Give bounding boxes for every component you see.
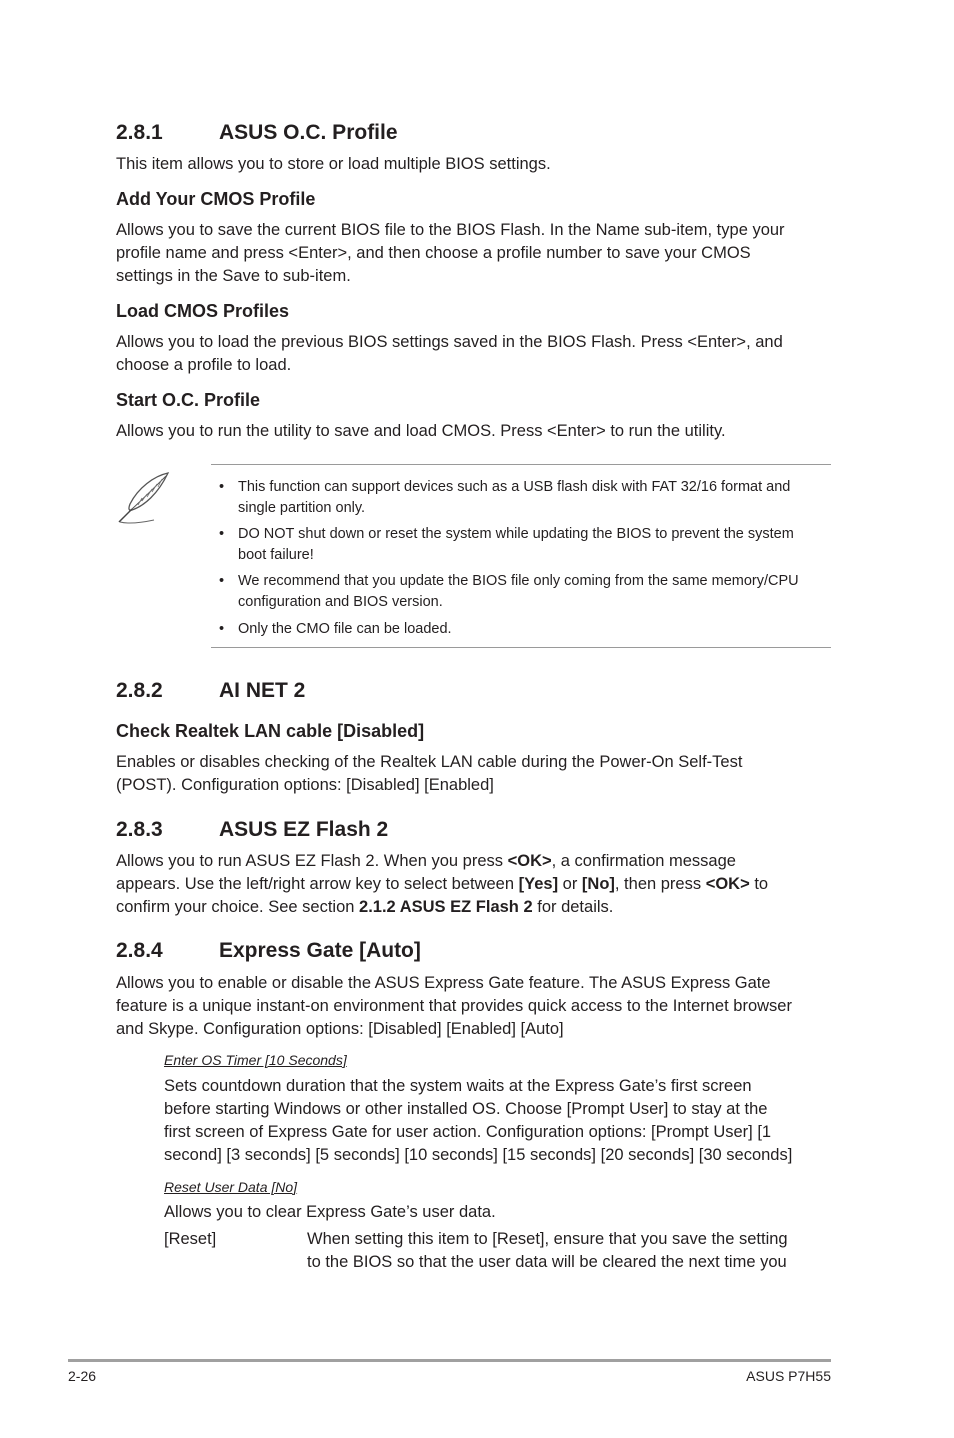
bullet: • bbox=[219, 526, 225, 542]
note-text: We recommend that you update the BIOS file only coming from the same memory/CPU configuration and BIOS version. bbox=[238, 573, 799, 610]
paragraph: This item allows you to store or load multiple BIOS settings. bbox=[116, 155, 551, 173]
note-text: DO NOT shut down or reset the system while updating the BIOS to prevent the system boot failure! bbox=[238, 526, 794, 563]
paragraph-line: Allows you to run the utility to save and load CMOS. Press <Enter> to run the utility. bbox=[116, 422, 726, 440]
option-description-line: When setting this item to [Reset], ensure that you save the setting bbox=[307, 1230, 788, 1248]
paragraph-line: before starting Windows or other installed OS. Choose [Prompt User] to stay at the bbox=[164, 1100, 768, 1118]
paragraph-line: profile name and press <Enter>, and then choose a profile number to save your CMOS bbox=[116, 244, 751, 262]
section-number: 2.8.2 bbox=[116, 679, 163, 702]
section-heading-2-8-1 bbox=[116, 121, 398, 145]
item-label-enter-os-timer: Enter OS Timer [10 Seconds] bbox=[164, 1052, 347, 1068]
section-number: 2.8.1 bbox=[116, 121, 163, 144]
footer-rule bbox=[68, 1359, 831, 1362]
section-number: 2.8.4 bbox=[116, 939, 163, 962]
section-title: Express Gate [Auto] bbox=[219, 939, 421, 962]
section-heading-2-8-4 bbox=[116, 939, 421, 963]
product-name: ASUS P7H55 bbox=[746, 1368, 831, 1384]
note-text: Only the CMO file can be loaded. bbox=[238, 621, 452, 637]
paragraph-line: confirm your choice. See section 2.1.2 ASUS EZ Flash 2 for details. bbox=[116, 898, 614, 916]
paragraph-line: (POST). Configuration options: [Disabled] [Enabled] bbox=[116, 776, 494, 794]
section-title: ASUS O.C. Profile bbox=[219, 121, 398, 144]
subheading-load-cmos-profiles: Load CMOS Profiles bbox=[116, 301, 290, 321]
paragraph-line: choose a profile to load. bbox=[116, 356, 292, 374]
paragraph-line: Enables or disables checking of the Realtek LAN cable during the Power-On Self-Test bbox=[116, 753, 743, 771]
paragraph-line: Allows you to run ASUS EZ Flash 2. When you press <OK>, a confirmation message bbox=[116, 852, 736, 870]
paragraph-line: Allows you to load the previous BIOS settings saved in the BIOS Flash. Press <Enter>, and bbox=[116, 333, 783, 351]
item-label-reset-user-data: Reset User Data [No] bbox=[164, 1179, 298, 1195]
paragraph-line: Sets countdown duration that the system waits at the Express Gate’s first screen bbox=[164, 1077, 752, 1095]
section-heading-2-8-2 bbox=[116, 679, 305, 703]
bullet: • bbox=[219, 573, 225, 589]
paragraph-line: first screen of Express Gate for user action. Configuration options: [Prompt User] [1 bbox=[164, 1123, 772, 1141]
subheading-add-cmos-profile: Add Your CMOS Profile bbox=[116, 189, 316, 209]
section-number: 2.8.3 bbox=[116, 818, 163, 841]
option-name: [Reset] bbox=[164, 1230, 217, 1248]
section-title: AI NET 2 bbox=[219, 679, 306, 702]
subheading-start-oc-profile: Start O.C. Profile bbox=[116, 390, 261, 410]
paragraph-line: settings in the Save to sub-item. bbox=[116, 267, 351, 285]
note-text: This function can support devices such as a USB flash disk with FAT 32/16 format and single partition only. bbox=[238, 479, 791, 516]
paragraph-line: Allows you to save the current BIOS file to the BIOS Flash. In the Name sub-item, type your bbox=[116, 221, 785, 239]
note-box bbox=[211, 464, 831, 648]
section-heading-2-8-3 bbox=[116, 818, 388, 842]
paragraph-line: Allows you to enable or disable the ASUS Express Gate feature. The ASUS Express Gate bbox=[116, 974, 771, 992]
option-description-line: to the BIOS so that the user data will be cleared the next time you bbox=[307, 1253, 787, 1271]
subheading-check-realtek-lan: Check Realtek LAN cable [Disabled] bbox=[116, 721, 425, 741]
bullet: • bbox=[219, 479, 225, 495]
paragraph-line: and Skype. Configuration options: [Disabled] [Enabled] [Auto] bbox=[116, 1020, 564, 1038]
paragraph-line: second] [3 seconds] [5 seconds] [10 seconds] [15 seconds] [20 seconds] [30 seconds] bbox=[164, 1146, 793, 1164]
paragraph-line: Allows you to clear Express Gate’s user data. bbox=[164, 1203, 496, 1221]
bullet: • bbox=[219, 621, 225, 637]
paragraph-line: appears. Use the left/right arrow key to select between [Yes] or [No], then press <OK> to bbox=[116, 875, 769, 893]
page-number: 2-26 bbox=[68, 1368, 97, 1384]
feather-pen-icon bbox=[114, 470, 172, 526]
section-title: ASUS EZ Flash 2 bbox=[219, 818, 389, 841]
paragraph-line: feature is a unique instant-on environment that provides quick access to the Internet browser bbox=[116, 997, 792, 1015]
